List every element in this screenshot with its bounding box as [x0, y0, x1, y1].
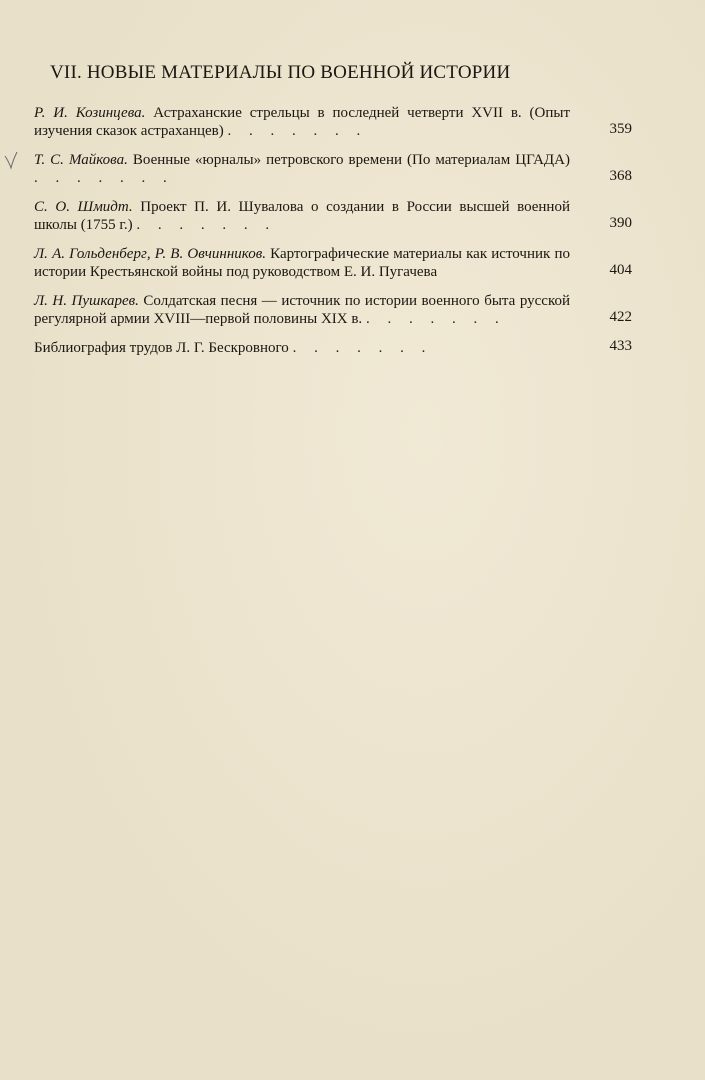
toc-entry-page: 368: [609, 168, 632, 184]
toc-entry-page: 390: [609, 215, 632, 231]
toc-entry-page: 422: [609, 309, 632, 325]
toc-entry-page: 404: [609, 262, 632, 278]
toc-entry-author: Т. С. Майкова.: [34, 152, 128, 168]
toc-entry-text: [34, 104, 570, 140]
toc-entry-title: Проект П. И. Шувалова о создании в России высшей военной школы (1755 г.): [34, 199, 570, 233]
toc-entry-title: Солдатская песня — источник по истории военного быта русской регулярной армии XVIII—первой половины XIX в.: [34, 293, 570, 327]
dot-leaders: . . . . . . .: [227, 123, 368, 139]
toc-entry-title: Военные «юрналы» петровского времени (По материалам ЦГАДА): [132, 152, 570, 168]
toc-entry-title: Астраханские стрельцы в последней четверти XVII в. (Опыт изучения сказок астраханцев): [34, 105, 571, 139]
toc-entry-text: [34, 151, 570, 187]
toc-entry-title: Картографические материалы как источник по истории Крестьянской войны под руководством Е. И. Пугачева: [34, 246, 570, 280]
toc-entry-text: [34, 292, 570, 328]
toc-entry-text: [34, 339, 570, 357]
toc-entry-title: Библиография трудов Л. Г. Бескровного: [34, 340, 289, 356]
toc-entry-text: [34, 245, 570, 281]
toc-entry-author: С. О. Шмидт.: [34, 199, 133, 215]
toc-entry[interactable]: [34, 245, 632, 281]
toc-entry[interactable]: [34, 198, 632, 234]
toc-entry-text: [34, 198, 570, 234]
toc-entry-page: 359: [609, 121, 632, 137]
table-of-contents: [34, 104, 632, 368]
toc-entry-author: Л. А. Гольденберг, Р. В. Овчинников.: [34, 246, 266, 262]
dot-leaders: . . . . . . .: [292, 340, 433, 356]
dot-leaders: . . . . . . .: [34, 170, 174, 186]
toc-entry[interactable]: [34, 339, 632, 357]
pencil-check-mark: [4, 150, 18, 170]
dot-leaders: . . . . . . .: [365, 311, 506, 327]
toc-entry-page: 433: [609, 338, 632, 354]
toc-entry-author: Л. Н. Пушкарев.: [34, 293, 139, 309]
toc-entry[interactable]: [34, 292, 632, 328]
section-heading: VII. НОВЫЕ МАТЕРИАЛЫ ПО ВОЕННОЙ ИСТОРИИ: [50, 62, 511, 83]
toc-entry[interactable]: [34, 151, 632, 187]
dot-leaders: . . . . . . .: [136, 217, 277, 233]
toc-entry[interactable]: [34, 104, 632, 140]
toc-entry-author: Р. И. Козинцева.: [34, 105, 146, 121]
